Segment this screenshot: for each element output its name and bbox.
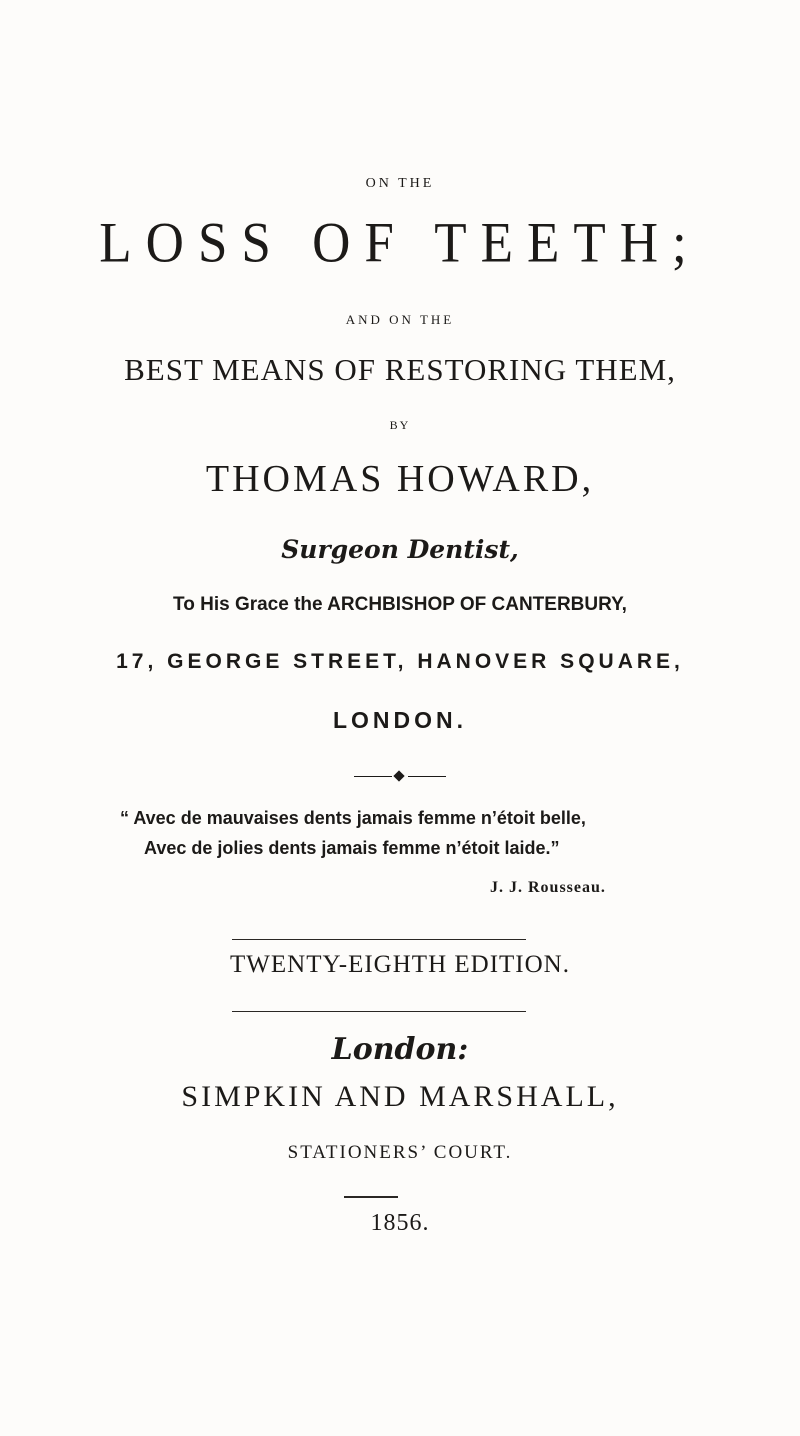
publisher-name: SIMPKIN AND MARSHALL, (181, 1080, 619, 1113)
divider-rule-top (232, 939, 526, 940)
author-name: THOMAS HOWARD, (205, 458, 595, 500)
author-appointment: To His Grace the ARCHBISHOP OF CANTERBURY, (173, 594, 627, 615)
epigraph-attribution: J. J. Rousseau. (490, 879, 606, 896)
divider-rule-short (344, 1196, 398, 1198)
edition-statement: TWENTY-EIGHTH EDITION. (230, 951, 570, 978)
publication-year: 1856. (370, 1210, 430, 1236)
by-label: BY (389, 418, 411, 432)
epigraph-line-1: “ Avec de mauvaises dents jamais femme n’étoit belle, (120, 808, 586, 828)
address-city: LONDON. (332, 707, 468, 733)
subtitle: BEST MEANS OF RESTORING THEM, (124, 352, 676, 387)
author-address: 17, GEORGE STREET, HANOVER SQUARE, (116, 650, 684, 673)
divider-rule-bottom (232, 1011, 526, 1012)
publisher-address: STATIONERS’ COURT. (287, 1142, 513, 1163)
title-connector: AND ON THE (345, 312, 455, 327)
pre-title: ON THE (365, 176, 435, 191)
main-title: LOSS OF TEETH; (99, 211, 701, 275)
epigraph-line-2: Avec de jolies dents jamais femme n’étoit laide.” (144, 838, 560, 858)
diamond-rule-icon (354, 770, 446, 784)
imprint-city: London: (331, 1032, 469, 1067)
author-role: Surgeon Dentist, (281, 535, 519, 564)
